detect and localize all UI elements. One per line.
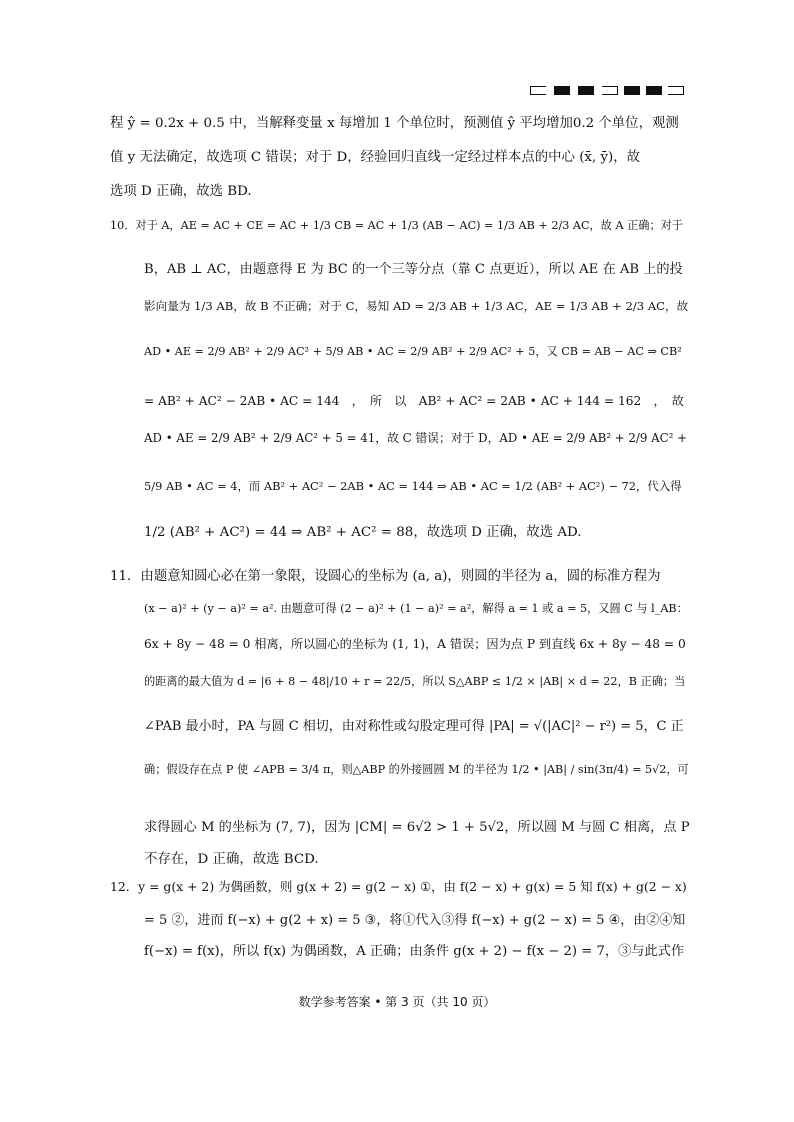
page-footer: 数学参考答案 • 第 3 页（共 10 页） xyxy=(298,995,496,1009)
text-line: AD • AE = 2/9 AB² + 2/9 AC² + 5 = 41，故 C 错误；对于 D，AD • AE = 2/9 AB² + 2/9 AC² + xyxy=(144,431,688,445)
text-line: 的距离的最大值为 d = |6 + 8 − 48|/10 + r = 22/5，所以 S△ABP ≤ 1/2 × |AB| × d = 22，B 正确；当 xyxy=(144,675,686,688)
text-line: = AB² + AC² − 2AB • AC = 144 ， 所 以 AB² + AC² = 2AB • AC + 144 = 162 ， 故 xyxy=(144,394,684,408)
text-line: ∠PAB 最小时，PA 与圆 C 相切，由对称性或勾股定理可得 |PA| = √(|AC|² − r²) = 5，C 正 xyxy=(144,719,684,734)
bar-mark xyxy=(646,86,662,95)
bracket-right-mark xyxy=(602,86,618,95)
bar-mark xyxy=(578,86,594,95)
text-line: AD • AE = 2/9 AB² + 2/9 AC² + 5/9 AB • AC = 2/9 AB² + 2/9 AC² + 5，又 CB = AB − AC ⇒ CB² xyxy=(144,345,682,358)
text-line: = 5 ②，进而 f(−x) + g(2 + x) = 5 ③，将①代入③得 f(−x) + g(2 − x) = 5 ④，由②④知 xyxy=(144,913,686,928)
text-line: 6x + 8y − 48 = 0 相离，所以圆心的坐标为 (1, 1)，A 错误；因为点 P 到直线 6x + 8y − 48 = 0 xyxy=(144,637,686,651)
bracket-right-mark xyxy=(668,86,684,95)
text-line: (x − a)² + (y − a)² = a². 由题意可得 (2 − a)² + (1 − a)² = a²，解得 a = 1 或 a = 5，又圆 C 与 l_AB： xyxy=(144,602,688,615)
text-line: 求得圆心 M 的坐标为 (7, 7)，因为 |CM| = 6√2 > 1 + 5√2，所以圆 M 与圆 C 相离，点 P xyxy=(144,820,690,835)
text-line: 确；假设存在点 P 使 ∠APB = 3/4 π，则△ABP 的外接圆圆 M 的半径为 1/2 • |AB| / sin(3π/4) = 5√2，可 xyxy=(144,763,689,776)
problem-11-line: 11．由题意知圆心必在第一象限，设圆心的坐标为 (a, a)，则圆的半径为 a，圆的标准方程为 xyxy=(110,569,661,584)
header-marks xyxy=(530,86,682,98)
bar-mark xyxy=(554,86,570,95)
bracket-left-mark xyxy=(530,86,546,95)
text-line: 值 y 无法确定，故选项 C 错误；对于 D，经验回归直线一定经过样本点的中心 (x̄, ȳ)，故 xyxy=(110,150,641,165)
text-line: 程 ŷ = 0.2x + 0.5 中，当解释变量 x 每增加 1 个单位时，预测值 ŷ 平均增加0.2 个单位，观测 xyxy=(110,116,679,131)
text-line: f(−x) = f(x)，所以 f(x) 为偶函数，A 正确；由条件 g(x + 2) − f(x − 2) = 7，③与此式作 xyxy=(144,944,685,959)
text-line: 影向量为 1/3 AB，故 B 不正确；对于 C，易知 AD = 2/3 AB + 1/3 AC，AE = 1/3 AB + 2/3 AC，故 xyxy=(144,299,689,313)
text-line: 不存在，D 正确，故选 BCD. xyxy=(144,852,319,867)
text-line: 5/9 AB • AC = 4，而 AB² + AC² − 2AB • AC = 144 ⇒ AB • AC = 1/2 (AB² + AC²) − 72，代入得 xyxy=(144,479,682,493)
text-line: B，AB ⊥ AC，由题意得 E 为 BC 的一个三等分点（靠 C 点更近），所以 AE 在 AB 上的投 xyxy=(144,262,683,277)
problem-10-line: 10．对于 A，AE = AC + CE = AC + 1/3 CB = AC + 1/3 (AB − AC) = 1/3 AB + 2/3 AC，故 A 正确；对于 xyxy=(110,219,684,232)
text-line: 1/2 (AB² + AC²) = 44 ⇒ AB² + AC² = 88，故选项 D 正确，故选 AD. xyxy=(144,525,582,540)
bar-mark xyxy=(624,86,640,95)
text-line: 选项 D 正确，故选 BD. xyxy=(110,184,252,199)
problem-12-line: 12．y = g(x + 2) 为偶函数，则 g(x + 2) = g(2 − x) ①，由 f(2 − x) + g(x) = 5 知 f(x) + g(2 − x) xyxy=(110,879,687,894)
